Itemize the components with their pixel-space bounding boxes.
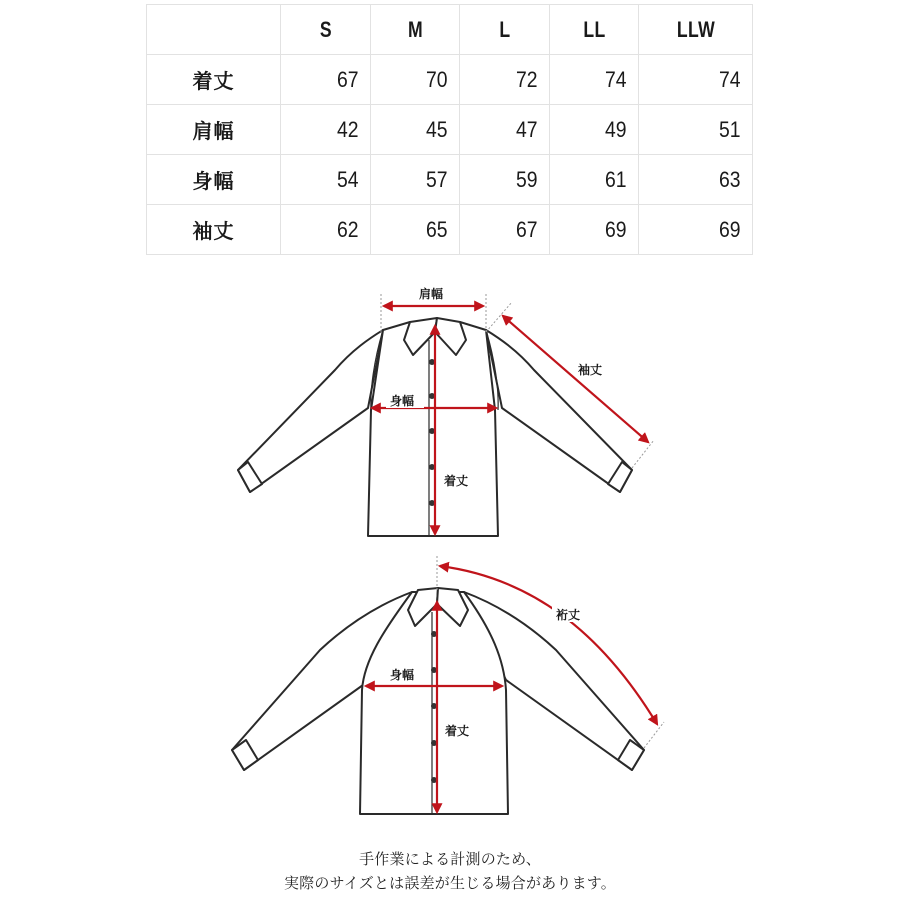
table-cell: 72 — [460, 55, 550, 105]
table-cell: 62 — [281, 205, 371, 255]
table-cell: 61 — [550, 155, 639, 205]
guide-line — [644, 722, 664, 748]
table-cell: 49 — [550, 105, 639, 155]
body-width-label: 身幅 — [390, 394, 415, 408]
row-label-length: 着丈 — [147, 55, 281, 105]
size-header-s: S — [290, 5, 362, 55]
size-header-llw: LLW — [650, 5, 741, 55]
table-cell: 74 — [550, 55, 639, 105]
table-cell: 51 — [639, 105, 753, 155]
table-cell: 59 — [460, 155, 550, 205]
size-header-ll: LL — [558, 5, 629, 55]
table-cell: 67 — [460, 205, 550, 255]
set-in-sleeve-shirt-diagram — [238, 285, 654, 536]
table-cell: 65 — [371, 205, 460, 255]
size-header-m: M — [379, 5, 450, 55]
size-header-l: L — [469, 5, 541, 55]
raglan-sleeve-shirt-diagram — [232, 556, 664, 814]
table-cell: 42 — [281, 105, 371, 155]
length-label: 着丈 — [445, 724, 470, 738]
table-cell: 63 — [639, 155, 753, 205]
table-cell: 47 — [460, 105, 550, 155]
measurement-note-line-2: 実際のサイズとは誤差が生じる場合があります。 — [283, 874, 616, 892]
guide-line — [486, 302, 512, 332]
right-sleeve — [486, 330, 632, 492]
table-cell: 70 — [371, 55, 460, 105]
sleeve-label: 袖丈 — [578, 363, 603, 377]
left-sleeve — [238, 330, 383, 492]
length-label: 着丈 — [444, 474, 469, 488]
table-cell: 54 — [281, 155, 371, 205]
measurement-note-line-1: 手作業による計測のため、 — [359, 850, 541, 868]
row-label-body-width: 身幅 — [147, 155, 281, 205]
shoulder-label: 肩幅 — [419, 287, 444, 301]
table-cell: 57 — [371, 155, 460, 205]
table-cell: 67 — [281, 55, 371, 105]
yuki-label: 裄丈 — [556, 608, 581, 622]
table-cell: 69 — [550, 205, 639, 255]
row-label-shoulder: 肩幅 — [147, 105, 281, 155]
row-label-sleeve: 袖丈 — [147, 205, 281, 255]
table-cell: 69 — [639, 205, 753, 255]
table-cell: 74 — [639, 55, 753, 105]
table-cell: 45 — [371, 105, 460, 155]
guide-line — [632, 440, 654, 468]
body-width-label: 身幅 — [390, 668, 415, 682]
